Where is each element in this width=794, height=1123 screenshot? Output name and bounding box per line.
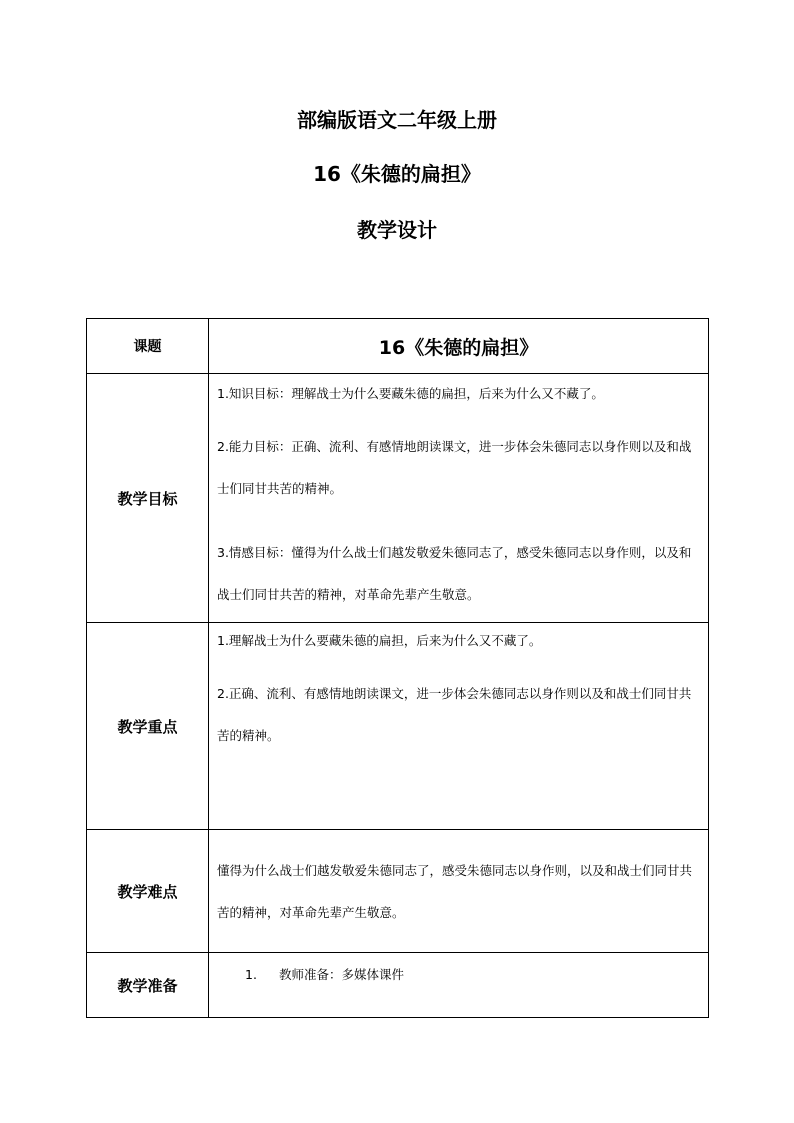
row-label-topic: 课题 <box>87 319 209 374</box>
goal-ability: 2.能力目标：正确、流利、有感情地朗读课文，进一步体会朱德同志以身作则以及和战士们同甘共苦的精神。 <box>217 439 692 496</box>
key-point-item: 1.理解战士为什么要藏朱德的扁担，后来为什么又不藏了。 <box>217 633 542 648</box>
difficulties-cell <box>209 830 709 953</box>
row-label-goals: 教学目标 <box>87 374 209 623</box>
difficulty-item: 懂得为什么战士们越发敬爱朱德同志了，感受朱德同志以身作则，以及和战士们同甘共苦的精神，对革命先辈产生敬意。 <box>217 863 693 920</box>
preparation-text: 教师准备：多媒体课件 <box>279 967 405 982</box>
goal-emotion: 3.情感目标：懂得为什么战士们越发敬爱朱德同志了，感受朱德同志以身作则，以及和战士们同甘共苦的精神，对革命先辈产生敬意。 <box>217 545 692 602</box>
list-number: 1. <box>245 967 257 982</box>
row-label-key-points: 教学重点 <box>87 623 209 830</box>
lesson-plan-table <box>86 318 709 1018</box>
goal-knowledge: 1.知识目标：理解战士为什么要藏朱德的扁担，后来为什么又不藏了。 <box>217 386 604 401</box>
goals-cell <box>209 374 709 623</box>
table-row <box>87 319 709 374</box>
preparation-cell <box>209 953 709 1018</box>
row-label-difficulties: 教学难点 <box>87 830 209 953</box>
key-point-item: 2.正确、流利、有感情地朗读课文，进一步体会朱德同志以身作则以及和战士们同甘共苦的精神。 <box>217 686 692 743</box>
table-row <box>87 623 709 830</box>
list-item <box>217 965 702 985</box>
table-row <box>87 953 709 1018</box>
key-points-cell <box>209 623 709 830</box>
table-row <box>87 830 709 953</box>
document-title: 部编版语文二年级上册 <box>297 108 497 132</box>
topic-value: 16《朱德的扁担》 <box>209 319 709 374</box>
row-label-preparation: 教学准备 <box>87 953 209 1018</box>
lesson-title: 16《朱德的扁担》 <box>313 162 481 186</box>
document-subtitle: 教学设计 <box>357 218 437 242</box>
table-row <box>87 374 709 623</box>
